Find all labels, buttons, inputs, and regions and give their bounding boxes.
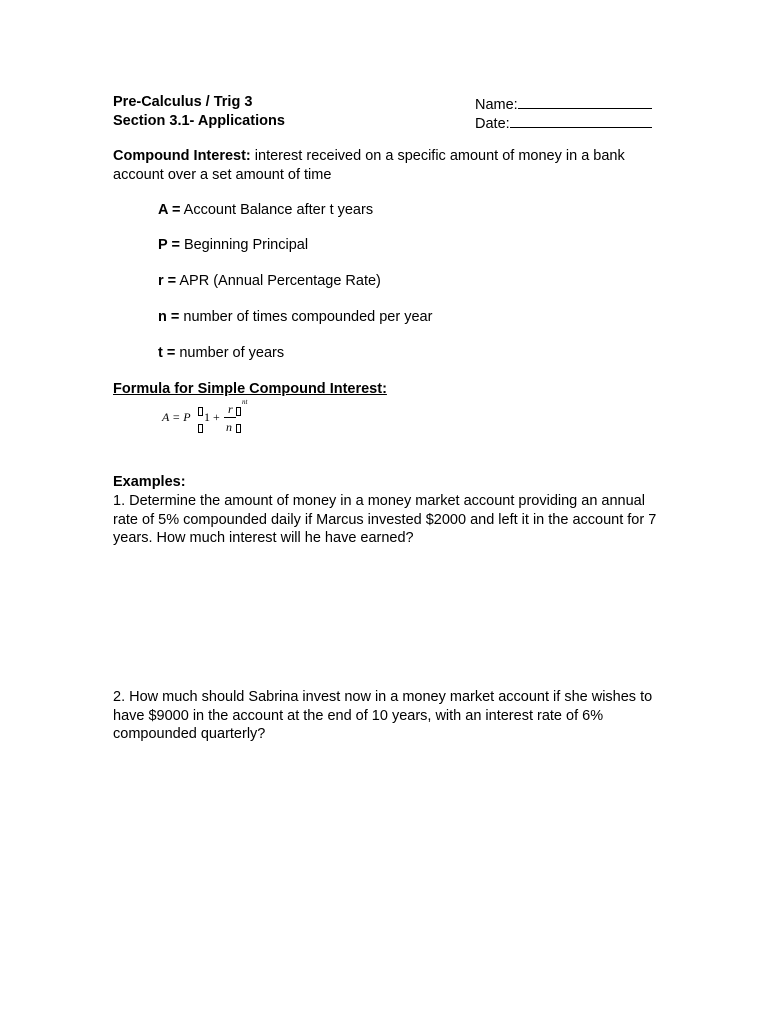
variable-symbol: r =	[158, 273, 177, 289]
variable-description: APR (Annual Percentage Rate)	[179, 273, 381, 289]
variable-description: number of times compounded per year	[183, 309, 433, 325]
name-blank	[518, 94, 652, 109]
name-field	[475, 94, 652, 113]
variable-a	[158, 202, 373, 218]
definition-text: interest received on a specific amount of money in a bank account over a set amount of time	[113, 148, 625, 183]
bracket-glyph	[236, 407, 241, 416]
formula-numerator: r	[228, 402, 233, 416]
variable-p	[158, 237, 308, 253]
variable-t	[158, 345, 284, 361]
compound-interest-formula	[162, 398, 272, 438]
definition-term: Compound Interest:	[113, 148, 251, 164]
date-blank	[510, 113, 652, 128]
fraction-bar	[224, 417, 236, 418]
bracket-glyph	[198, 424, 203, 433]
variable-description: Beginning Principal	[183, 237, 309, 253]
variable-symbol: P =	[158, 237, 180, 253]
variable-n	[158, 309, 432, 325]
example-1: 1. Determine the amount of money in a money market account providing an annual rate of 5% compounded daily if Marcus invested $2000 and left it in the account for 7 years. How much interest will he have earned?	[113, 493, 657, 546]
definition	[113, 147, 658, 184]
bracket-glyph	[198, 407, 203, 416]
formula-exponent: nt	[242, 398, 248, 406]
examples-heading: Examples:	[113, 474, 186, 490]
bracket-glyph	[236, 424, 241, 433]
variable-symbol: t =	[158, 345, 176, 361]
formula-one-plus: 1 +	[204, 410, 220, 424]
variable-r	[158, 273, 381, 289]
variable-symbol: n =	[158, 309, 180, 325]
formula-heading: Formula for Simple Compound Interest:	[113, 381, 387, 397]
variable-description: Account Balance after t years	[183, 202, 374, 218]
formula-denominator: n	[226, 420, 232, 434]
date-label: Date:	[475, 116, 510, 132]
date-field	[475, 113, 652, 132]
section-title: Section 3.1- Applications	[113, 113, 285, 129]
variable-symbol: A =	[158, 202, 181, 218]
example-2: 2. How much should Sabrina invest now in a money market account if she wishes to have $9000 in the account at the end of 10 years, with an interest rate of 6% compounded quarterly?	[113, 689, 653, 742]
variable-description: number of years	[179, 345, 285, 361]
name-label: Name:	[475, 97, 518, 113]
formula-lhs: A = P	[162, 410, 191, 424]
course-title: Pre-Calculus / Trig 3	[113, 94, 253, 110]
